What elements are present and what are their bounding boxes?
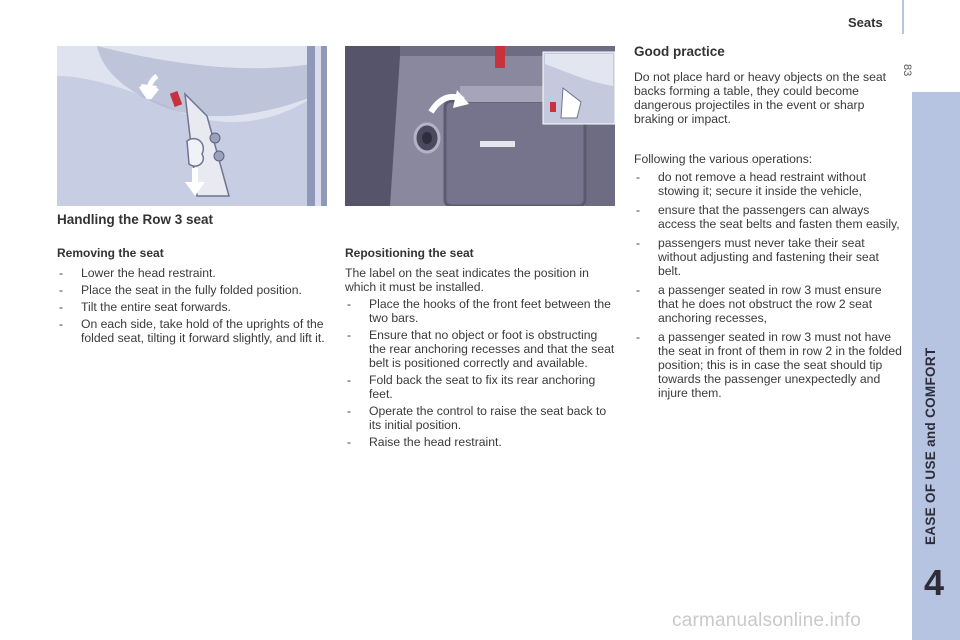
good-practice-title: Good practice xyxy=(634,44,725,59)
list-item: - a passenger seated in row 3 must ensure that he does not obstruct the row 2 seat anchoring recesses, xyxy=(634,283,904,325)
list-item: - Place the seat in the fully folded position. xyxy=(57,283,327,297)
chapter-number: 4 xyxy=(924,562,945,603)
list-item: - Lower the head restraint. xyxy=(57,266,327,280)
repositioning-intro: The label on the seat indicates the position in which it must be installed. xyxy=(345,266,589,294)
good-practice-following: Following the various operations: xyxy=(634,152,813,166)
watermark: carmanualsonline.info xyxy=(672,610,862,631)
list-item: - On each side, take hold of the uprights of the folded seat, tilting it forward slightly, and lift it. xyxy=(57,317,327,345)
list-item: - Operate the control to raise the seat back to its initial position. xyxy=(345,404,615,432)
list-item: - passengers must never take their seat without adjusting and fastening their seat belt. xyxy=(634,236,904,278)
list-item: - Fold back the seat to fix its rear anchoring feet. xyxy=(345,373,615,401)
good-practice-intro: Do not place hard or heavy objects on the seat backs forming a table, they could become dangerous projectiles in the event or sharp braking or impact. xyxy=(634,70,887,126)
list-item: - a passenger seated in row 3 must not have the seat in front of them in row 2 in the folded position; this is in case the seat should tip towards the passenger unexpectedly and injure them. xyxy=(634,330,904,400)
removing-column xyxy=(57,246,327,348)
removing-steps xyxy=(57,266,327,345)
list-item: - ensure that the passengers can always access the seat belts and fasten them easily, xyxy=(634,203,904,231)
section-title: Handling the Row 3 seat xyxy=(57,212,214,227)
repositioning-column xyxy=(345,246,615,452)
illustration-seat-latch xyxy=(57,46,327,206)
illustration-seat-anchor xyxy=(345,46,615,206)
list-item: - Tilt the entire seat forwards. xyxy=(57,300,327,314)
repositioning-steps xyxy=(345,297,615,449)
page-number: 83 xyxy=(901,64,913,77)
good-practice-column xyxy=(634,70,904,405)
good-practice-items xyxy=(634,170,904,400)
chapter-label: EASE OF USE and COMFORT xyxy=(923,347,938,545)
removing-title: Removing the seat xyxy=(57,246,164,260)
list-item: - Raise the head restraint. xyxy=(345,435,615,449)
list-item: - do not remove a head restraint without stowing it; secure it inside the vehicle, xyxy=(634,170,904,198)
header-rule xyxy=(902,0,904,34)
list-item: - Place the hooks of the front feet between the two bars. xyxy=(345,297,615,325)
header-section-title: Seats xyxy=(848,15,883,30)
list-item: - Ensure that no object or foot is obstructing the rear anchoring recesses and that the seat belt is positioned correctly and available. xyxy=(345,328,615,370)
repositioning-title: Repositioning the seat xyxy=(345,246,474,260)
